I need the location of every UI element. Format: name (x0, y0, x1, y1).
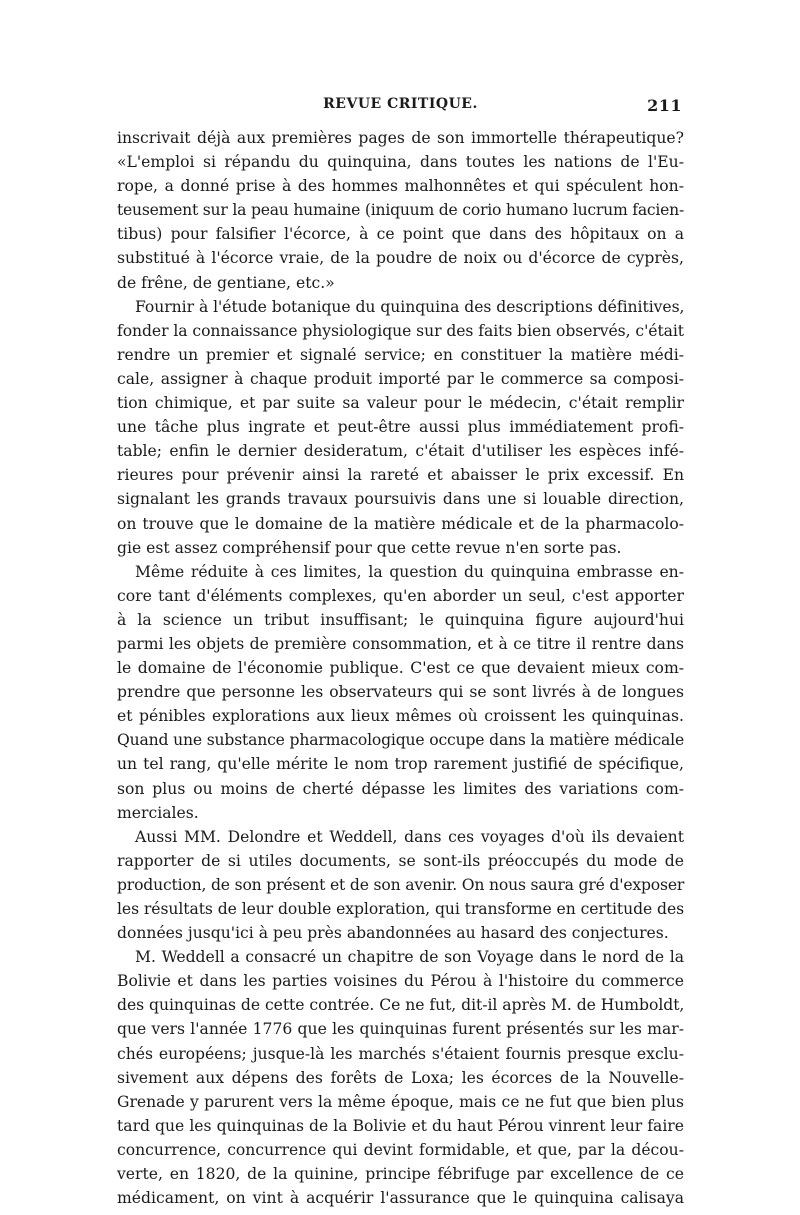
text-line: données jusqu'ici à peu près abandonnées au hasard des conjectures. (117, 924, 669, 943)
text-line: table; enfin le dernier desideratum, c'était d'utiliser les espèces infé- (117, 442, 684, 461)
text-line: Bolivie et dans les parties voisines du Pérou à l'histoire du commerce (117, 972, 684, 991)
running-title: REVUE CRITIQUE. (323, 96, 478, 112)
text-line: core tant d'éléments complexes, qu'en aborder un seul, c'est apporter (117, 586, 684, 605)
text-line: les résultats de leur double exploration, qui transforme en certitude des (117, 900, 685, 918)
text-line: fonder la connaissance physiologique sur des faits bien observés, c'était (117, 321, 684, 340)
text-line: concurrence, concurrence qui devint formidable, et que, par la décou- (117, 1140, 684, 1159)
text-line: gie est assez compréhensif pour que cette revue n'en sorte pas. (117, 538, 622, 557)
text-line: tibus) pour falsifier l'écorce, à ce point que dans des hôpitaux on a (117, 225, 684, 244)
text-line: Aussi MM. Delondre et Weddell, dans ces voyages d'où ils devaient (135, 827, 684, 846)
text-line: signalant les grands travaux poursuivis dans une si louable direction, (117, 490, 684, 509)
text-line: de frêne, de gentiane, etc.» (117, 273, 335, 292)
text-line: rope, a donné prise à des hommes malhonnêtes et qui spéculent hon- (117, 177, 684, 196)
text-line: prendre que personne les observateurs qui se sont livrés à de longues (117, 683, 684, 702)
text-line: tard que les quinquinas de la Bolivie et du haut Pérou vinrent leur faire (117, 1116, 684, 1135)
text-line: médicament, on vint à acquérir l'assurance que le quinquina calisaya (117, 1189, 684, 1208)
text-line: verte, en 1820, de la quinine, principe fébrifuge par excellence de ce (117, 1165, 684, 1184)
book-page (117, 96, 684, 1210)
text-line: substitué à l'écorce vraie, de la poudre de noix ou d'écorce de cyprès, (117, 249, 684, 268)
page-header (117, 96, 684, 126)
text-line: inscrivait déjà aux premières pages de son immortelle thérapeutique? (117, 129, 684, 147)
text-line: rieures pour prévenir ainsi la rareté et abaisser le prix excessif. En (117, 466, 684, 485)
text-line: teusement sur la peau humaine (iniquum de corio humano lucrum facien- (117, 201, 684, 220)
text-line: on trouve que le domaine de la matière médicale et de la pharmacolo- (117, 514, 684, 533)
text-line: tion chimique, et par suite sa valeur pour le médecin, c'était remplir (117, 394, 684, 413)
text-line: un tel rang, qu'elle mérite le nom trop rarement justifié de spécifique, (117, 755, 684, 774)
text-line: cale, assigner à chaque produit importé par le commerce sa composi- (117, 369, 684, 388)
text-line: merciales. (117, 803, 199, 822)
text-line: et pénibles explorations aux lieux mêmes où croissent les quinquinas. (117, 707, 684, 726)
text-line: Fournir à l'étude botanique du quinquina des descriptions définitives, (135, 297, 685, 316)
text-line: parmi les objets de première consommation, et à ce titre il rentre dans (117, 634, 684, 653)
text-line: Grenade y parurent vers la même époque, mais ce ne fut que bien plus (117, 1092, 684, 1111)
text-line: que vers l'année 1776 que les quinquinas furent présentés sur les mar- (117, 1020, 684, 1039)
text-line: chés européens; jusque-là les marchés s'étaient fournis presque exclu- (117, 1044, 684, 1063)
text-line: production, de son présent et de son avenir. On nous saura gré d'exposer (117, 875, 685, 894)
text-line: une tâche plus ingrate et peut-être aussi plus immédiatement profi- (117, 418, 684, 437)
text-line: le domaine de l'économie publique. C'est ce que devaient mieux com- (117, 659, 684, 678)
text-line: son plus ou moins de cherté dépasse les limites des variations com- (117, 779, 684, 798)
text-line: rapporter de si utiles documents, se sont-ils préoccupés du mode de (117, 851, 684, 870)
text-line: Même réduite à ces limites, la question du quinquina embrasse en- (135, 562, 684, 581)
text-line: à la science un tribut insuffisant; le quinquina figure aujourd'hui (117, 610, 684, 629)
body-text (117, 126, 684, 1210)
page-number: 211 (647, 96, 682, 115)
text-line: Quand une substance pharmacologique occupe dans la matière médicale (117, 731, 684, 750)
text-line: sivement aux dépens des forêts de Loxa; les écorces de la Nouvelle- (117, 1068, 684, 1087)
text-line: M. Weddell a consacré un chapitre de son Voyage dans le nord de la (135, 948, 684, 967)
text-line: des quinquinas de cette contrée. Ce ne fut, dit-il après M. de Humboldt, (117, 996, 685, 1015)
text-line: «L'emploi si répandu du quinquina, dans toutes les nations de l'Eu- (117, 153, 684, 172)
text-line: rendre un premier et signalé service; en constituer la matière médi- (117, 345, 684, 364)
